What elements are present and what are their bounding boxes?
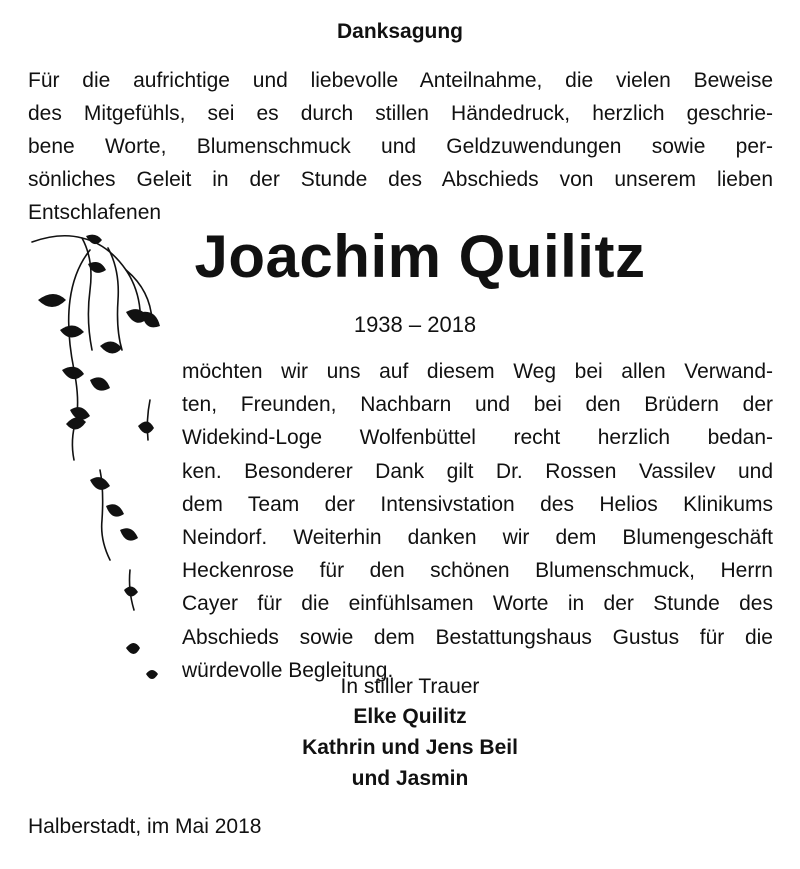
intro-line: sönliches Geleit in der Stunde des Abschieds von unserem lieben <box>28 168 773 191</box>
closing-phrase: In stiller Trauer <box>340 675 480 698</box>
notice-heading: Danksagung <box>336 20 464 43</box>
body-line: Cayer für die einfühlsamen Worte in der Stunde des <box>182 592 773 616</box>
body-line: ken. Besonderer Dank gilt Dr. Rossen Vassilev und <box>182 459 773 483</box>
intro-line: des Mitgefühls, sei es durch stillen Händedruck, herzlich geschrie- <box>28 102 773 125</box>
signatory: Kathrin und Jens Beil <box>302 736 518 759</box>
body-line: Neindorf. Weiterhin danken wir dem Blumengeschäft <box>182 526 773 550</box>
body-line: dem Team der Intensivstation des Helios Klinikums <box>182 492 773 516</box>
intro-line: Für die aufrichtige und liebevolle Anteilnahme, die vielen Beweise <box>28 69 773 92</box>
body-line: Heckenrose für den schönen Blumenschmuck, Herrn <box>182 559 773 583</box>
deceased-name: Joachim Quilitz <box>194 223 646 290</box>
body-line: Widekind-Loge Wolfenbüttel recht herzlich bedan- <box>182 426 773 450</box>
intro-line: Entschlafenen <box>28 201 162 224</box>
place-date: Halberstadt, im Mai 2018 <box>28 815 262 838</box>
signatory: Elke Quilitz <box>353 705 467 728</box>
body-line: würdevolle Begleitung. <box>182 658 394 682</box>
thanks-paragraph <box>182 355 773 687</box>
intro-line: bene Worte, Blumenschmuck und Geldzuwendungen sowie per- <box>28 135 773 158</box>
intro-paragraph <box>28 64 773 229</box>
life-dates: 1938 – 2018 <box>353 312 477 337</box>
body-line: möchten wir uns auf diesem Weg bei allen Verwand- <box>182 360 773 383</box>
birch-branch-icon <box>30 230 170 695</box>
body-line: ten, Freunden, Nachbarn und bei den Brüdern der <box>182 393 773 417</box>
signatory: und Jasmin <box>351 767 469 790</box>
body-line: Abschieds sowie dem Bestattungshaus Gustus für die <box>182 625 773 649</box>
